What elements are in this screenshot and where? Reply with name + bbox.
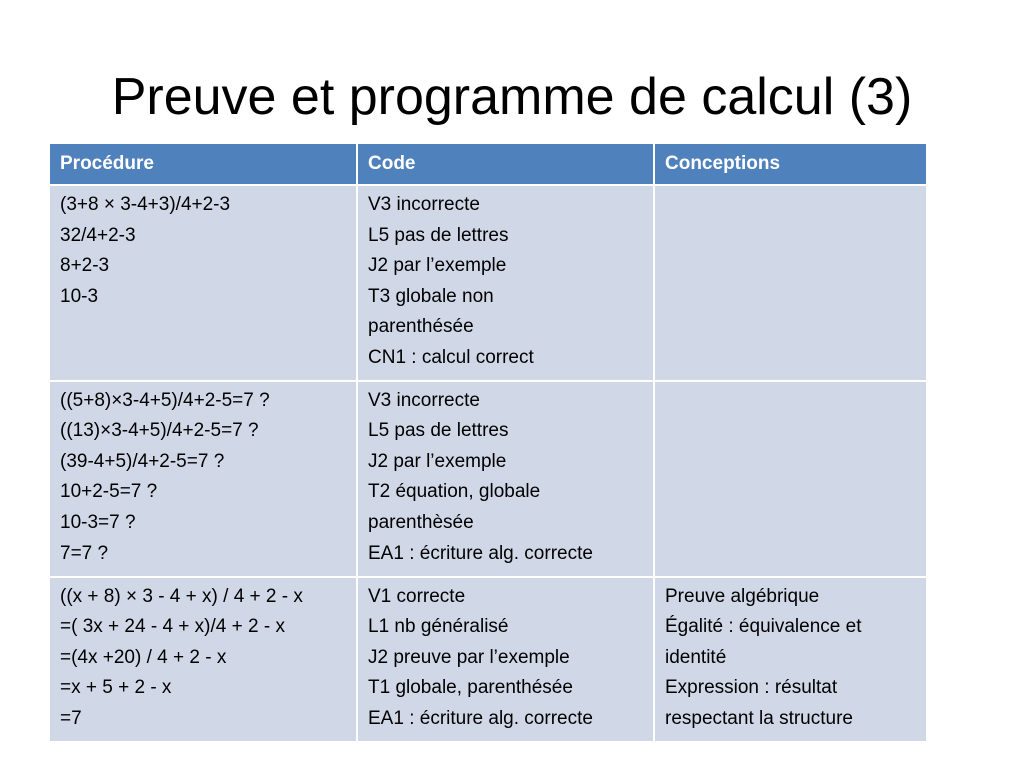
code-line: EA1 : écriture alg. correcte xyxy=(368,542,593,564)
code-line: T2 équation, globale xyxy=(368,481,541,503)
code-line: CN1 : calcul correct xyxy=(368,346,534,368)
header-code: Code xyxy=(357,143,654,185)
conceptions-line: Preuve algébrique xyxy=(665,585,820,607)
procedure-cell xyxy=(49,577,357,742)
table-row xyxy=(49,577,927,742)
procedure-line: =( 3x + 24 - 4 + x)/4 + 2 - x xyxy=(60,616,285,638)
table-header-row xyxy=(49,143,927,185)
procedure-line: =(4x +20) / 4 + 2 - x xyxy=(60,646,227,668)
code-line: T1 globale, parenthésée xyxy=(368,677,573,699)
code-line: V3 incorrecte xyxy=(368,389,480,411)
procedure-line: 7=7 ? xyxy=(60,542,109,564)
code-line: V3 incorrecte xyxy=(368,194,480,215)
procedure-cell xyxy=(49,185,357,381)
conceptions-line: Égalité : équivalence et xyxy=(665,616,862,638)
code-line: parenthèsée xyxy=(368,511,474,533)
conceptions-line: identité xyxy=(665,646,727,668)
table-row xyxy=(49,185,927,381)
code-cell xyxy=(357,185,654,381)
header-procedure: Procédure xyxy=(49,143,357,185)
code-line: EA1 : écriture alg. correcte xyxy=(368,707,593,729)
analysis-table xyxy=(48,142,928,743)
code-line: L5 pas de lettres xyxy=(368,420,509,442)
code-line: J2 preuve par l’exemple xyxy=(368,646,570,668)
procedure-cell xyxy=(49,381,357,577)
code-line: J2 par l’exemple xyxy=(368,255,507,277)
conceptions-cell xyxy=(654,577,927,742)
code-line: V1 correcte xyxy=(368,585,466,607)
procedure-line: ((5+8)×3-4+5)/4+2-5=7 ? xyxy=(60,389,270,411)
conceptions-line: respectant la structure xyxy=(665,707,853,729)
conceptions-line: Expression : résultat xyxy=(665,677,838,699)
procedure-line: ((x + 8) × 3 - 4 + x) / 4 + 2 - x xyxy=(60,585,303,607)
procedure-line: 8+2-3 xyxy=(60,255,110,277)
procedure-line: 10+2-5=7 ? xyxy=(60,481,158,503)
procedure-line: (39-4+5)/4+2-5=7 ? xyxy=(60,450,225,472)
procedure-line: =7 xyxy=(60,707,82,729)
code-line: L5 pas de lettres xyxy=(368,224,509,246)
code-cell xyxy=(357,577,654,742)
code-line: J2 par l’exemple xyxy=(368,450,507,472)
conceptions-cell xyxy=(654,185,927,381)
code-line: T3 globale non xyxy=(368,285,494,307)
code-line: L1 nb généralisé xyxy=(368,616,509,638)
conceptions-cell xyxy=(654,381,927,577)
header-conceptions: Conceptions xyxy=(654,143,927,185)
procedure-line: 10-3 xyxy=(60,285,99,307)
procedure-line: ((13)×3-4+5)/4+2-5=7 ? xyxy=(60,420,259,442)
procedure-line: 32/4+2-3 xyxy=(60,224,136,246)
procedure-line: (3+8 × 3-4+3)/4+2-3 xyxy=(60,194,231,215)
procedure-line: =x + 5 + 2 - x xyxy=(60,677,172,699)
code-cell xyxy=(357,381,654,577)
slide-title: Preuve et programme de calcul (3) xyxy=(111,68,913,126)
table-row xyxy=(49,381,927,577)
code-line: parenthésée xyxy=(368,316,474,338)
procedure-line: 10-3=7 ? xyxy=(60,511,136,533)
